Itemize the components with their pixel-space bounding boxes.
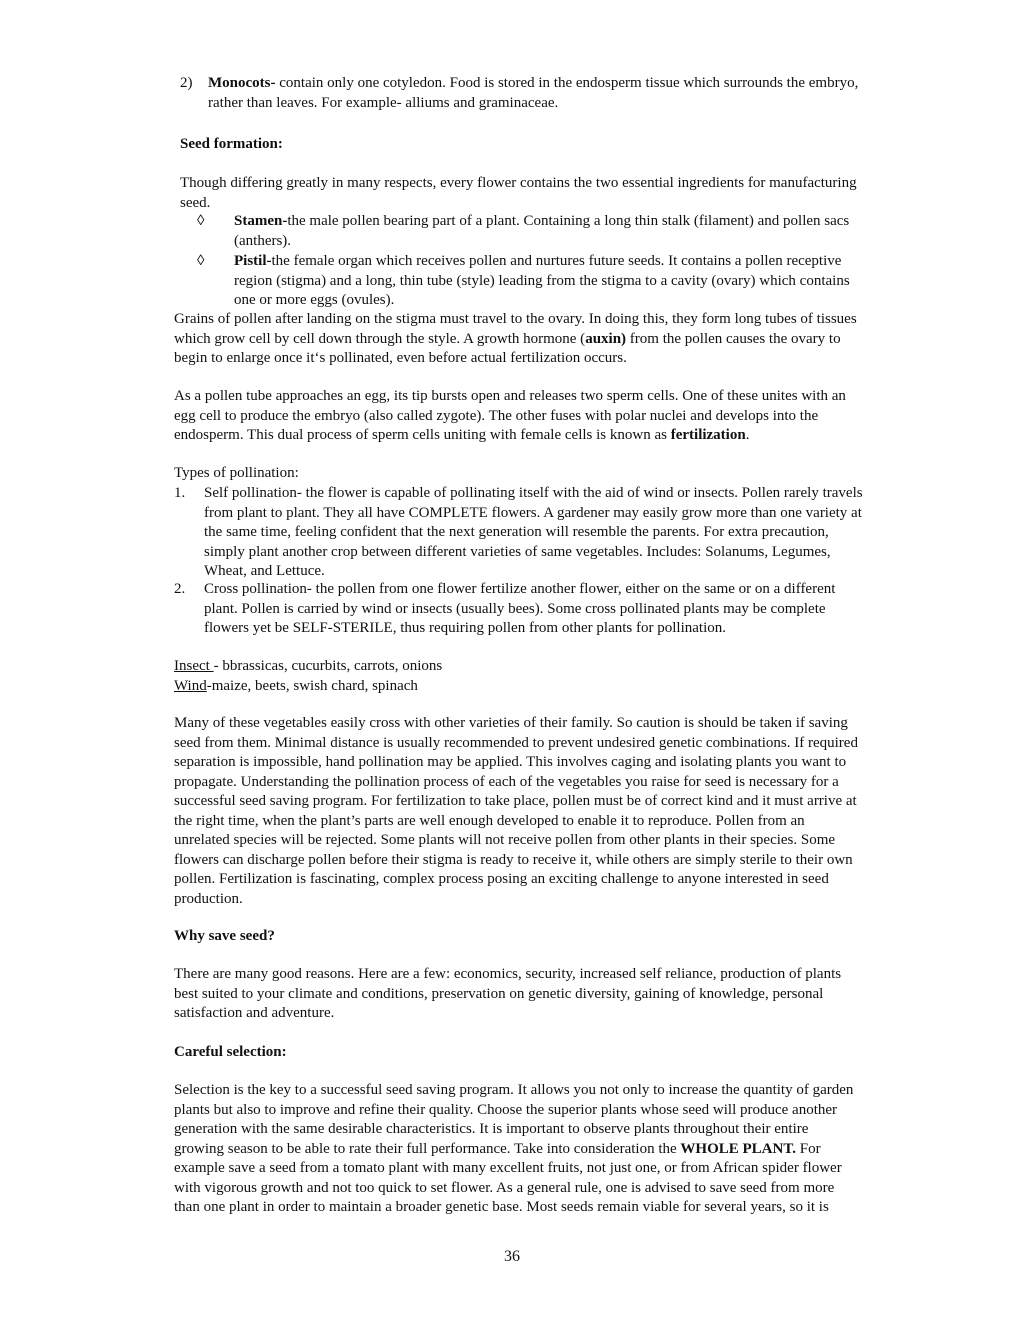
bullet-text: the female organ which receives pollen and nurtures future seeds. It contains a pollen receptive (271, 253, 842, 269)
paragraph-line: best suited to your climate and conditions, preservation on genetic diversity, gaining of knowledge, personal (174, 985, 824, 1002)
whole-plant-term: WHOLE PLANT. (680, 1140, 796, 1157)
paragraph-line: Grains of pollen after landing on the stigma must travel to the ovary. In doing this, they form long tubes of tissues (174, 311, 857, 327)
pistil-term: Pistil- (234, 253, 272, 269)
paragraph-line: egg cell to produce the embryo (also called zygote). The other fuses with polar nuclei and develops into the (174, 407, 819, 424)
why-save-paragraph (174, 965, 964, 1024)
paragraph-line: As a pollen tube approaches an egg, its tip bursts open and releases two sperm cells. One of these unites with an (174, 388, 846, 404)
paragraph-line: seed from them. Minimal distance is usually recommended to prevent undesired genetic combinations. If required (174, 734, 858, 751)
paragraph-line: with vigorous growth and not too quick to set flower. As a general rule, one is advised to save seed from more (174, 1179, 835, 1196)
list-item-line: Self pollination- the flower is capable of pollinating itself with the aid of wind or insects. Pollen rarely travels (204, 485, 863, 501)
paragraph-line: plants but also to improve and refine their quality. Choose the superior plants whose seed will produce another (174, 1101, 838, 1118)
fertilization-term: fertilization (670, 427, 746, 443)
paragraph-line: endosperm. This dual process of sperm cells uniting with female cells is known as (174, 427, 671, 443)
paragraph-line: growing season to be able to rate their full performance. Take into consideration the (174, 1140, 681, 1157)
paragraph-line: pollen. Fertilization is fascinating, complex process posing an exciting challenge to anyone interested in seed (174, 871, 829, 887)
page-number: 36 (504, 1248, 520, 1265)
monocots-text: rather than leaves. For example- alliums and graminaceae. (208, 94, 559, 111)
paragraph-line: There are many good reasons. Here are a few: economics, security, increased self reliance, production of plants (174, 966, 842, 982)
paragraph-line: For (796, 1140, 821, 1157)
section-heading-seed-formation (180, 135, 283, 155)
paragraph-line: Many of these vegetables easily cross with other varieties of their family. So caution is should be taken if saving (174, 715, 848, 731)
seed-formation-intro (180, 174, 960, 213)
pollination-heading: Types of pollination: (174, 465, 299, 481)
fertilization-paragraph (174, 387, 964, 446)
paragraph-line: the right time, when the plant’s parts are well enough developed to enable it to reproduce. Pollen from an (174, 812, 805, 829)
grains-paragraph (174, 310, 964, 369)
section-heading-why-save (174, 927, 275, 947)
list-number: 1. (174, 485, 186, 501)
paragraph-line: generation with the same desirable characteristics. It is important to observe plants throughout their entire (174, 1121, 809, 1137)
bullet-text: (anthers). (234, 232, 292, 249)
paragraph-line: unrelated species will be rejected. Some plants will not receive pollen from other plants in their species. Some (174, 832, 836, 848)
list-item-line: from plant to plant. They all have COMPLETE flowers. A gardener may easily grow more than one variety at (204, 504, 862, 521)
diamond-bullet-icon: ◊ (197, 253, 205, 269)
bullet-text: the male pollen bearing part of a plant. Containing a long thin stalk (filament) and pollen sacs (287, 213, 850, 229)
paragraph-line: flowers can discharge pollen before their stigma is ready to receive it, while others are simply sterile to their own (174, 851, 853, 868)
pollination-item-self (174, 484, 964, 582)
paragraph-line: which grow cell by cell down through the style. A growth hormone ( (174, 330, 586, 347)
paragraph-line: propagate. Understanding the pollination process of each of the vegetables you raise for seed is necessary for a (174, 773, 839, 790)
cross-pollination-paragraph (174, 714, 964, 909)
auxin-term: auxin) (585, 330, 627, 347)
list-item-line: flowers yet be SELF-STERILE, thus requiring pollen from other plants for pollination. (204, 620, 726, 636)
paragraph-line: successful seed saving program. For fertilization to take place, pollen must be of correct kind and it must arrive at (174, 793, 857, 809)
wind-label: Wind (174, 677, 207, 694)
paragraph-line: production. (174, 890, 243, 907)
monocots-term: Monocots- (208, 75, 276, 91)
heading-text: Why save seed? (174, 928, 275, 944)
paragraph-line: from the pollen causes the ovary to (626, 330, 841, 347)
insect-text: - bbrassicas, cucurbits, carrots, onions (213, 658, 443, 674)
paragraph-line: separation is impossible, hand pollination may be applied. This involves caging and isolating plants you want to (174, 754, 847, 770)
paragraph-line: than one plant in order to maintain a broader genetic base. Most seeds remain viable for several years, so it is (174, 1199, 829, 1215)
list-number: 2. (174, 581, 186, 597)
pollination-item-cross (174, 580, 964, 639)
paragraph-line: begin to enlarge once it‘s pollinated, even before actual fertilization occurs. (174, 350, 627, 366)
diamond-bullet-icon: ◊ (197, 213, 205, 229)
monocots-item (180, 74, 960, 113)
paragraph-line: satisfaction and adventure. (174, 1005, 335, 1021)
carriers-list (174, 657, 964, 696)
monocots-text: contain only one cotyledon. Food is stored in the endosperm tissue which surrounds the embryo, (275, 75, 859, 91)
insect-label: Insect (174, 658, 214, 674)
list-item-line: simply plant another crop between different varieties of same vegetables. Includes: Solanums, Legumes, (204, 543, 831, 560)
paragraph-line: . (745, 427, 750, 443)
section-heading-careful-selection (174, 1043, 287, 1063)
heading-text: Seed formation: (180, 136, 283, 152)
paragraph-line: example save a seed from a tomato plant with many excellent fruits, not just one, or from African spider flower (174, 1160, 842, 1176)
wind-text: -maize, beets, swish chard, spinach (206, 677, 418, 694)
stamen-bullet (180, 212, 960, 251)
list-item-line: Wheat, and Lettuce. (204, 563, 325, 579)
list-item-line: plant. Pollen is carried by wind or insects (usually bees). Some cross pollinated plants may be complete (204, 600, 826, 617)
paragraph-line: Though differing greatly in many respects, every flower contains the two essential ingredients for manufacturing (180, 175, 857, 191)
heading-text: Careful selection: (174, 1044, 287, 1060)
bullet-text: one or more eggs (ovules). (234, 292, 395, 308)
list-item-line: Cross pollination- the pollen from one flower fertilize another flower, either on the same or on a different (204, 581, 836, 597)
bullet-text: region (stigma) and a long, thin tube (style) leading from the stigma to a cavity (ovary) which contains (234, 272, 850, 289)
paragraph-line: seed. (180, 194, 211, 211)
pistil-bullet (180, 252, 960, 311)
careful-selection-paragraph (174, 1081, 964, 1218)
list-item-line: the same time, feeling confident that the next generation will resemble the parents. For extra precaution, (204, 524, 829, 540)
list-number: 2) (180, 75, 193, 91)
paragraph-line: Selection is the key to a successful seed saving program. It allows you not only to increase the quantity of garden (174, 1082, 854, 1098)
stamen-term: Stamen- (234, 213, 288, 229)
